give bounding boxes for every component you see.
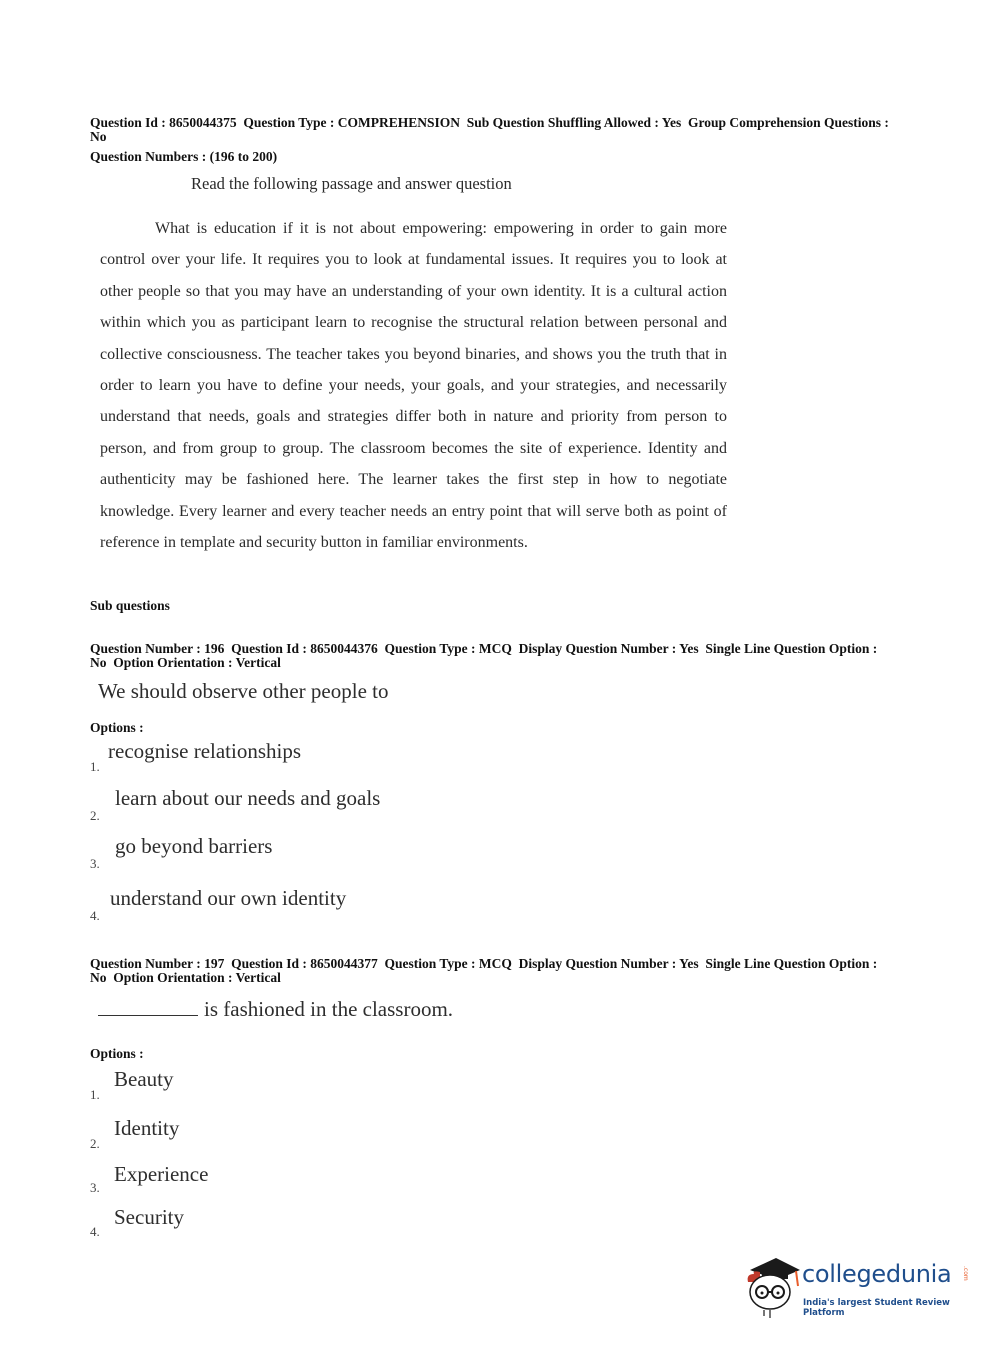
option-number: 2.	[90, 808, 100, 823]
option-text[interactable]: understand our own identity	[110, 886, 347, 910]
option-number: 1.	[90, 759, 100, 774]
mascot-icon	[740, 1252, 802, 1318]
options-label: Options :	[90, 1046, 144, 1061]
question-text: is fashioned in the classroom.	[204, 997, 454, 1021]
logo-tagline: India's largest Student Review Platform	[803, 1298, 950, 1318]
option-text[interactable]: Identity	[114, 1116, 180, 1140]
option-number: 2.	[90, 1136, 100, 1151]
passage-intro: Read the following passage and answer question	[191, 174, 512, 193]
option-text[interactable]: go beyond barriers	[115, 834, 273, 858]
option-text[interactable]: recognise relationships	[108, 739, 302, 763]
sub-questions-label: Sub questions	[90, 598, 170, 613]
passage-text: What is education if it is not about empowering: empowering in order to gain more control over your life. It requires you to look at fundamental issues. It requires you to look at other people so that you may have an understanding of your own identity. It is a cultural action within which you as participant learn to recognise the structural relation between personal and collective consciousness. The teacher takes you beyond binaries, and shows you the truth that in order to learn you have to define your needs, your goals, and your strategies, and necessarily understand that needs, goals and strategies differ both in nature and priority from person to person, and from group to group. The classroom becomes the site of experience. Identity and authenticity may be fashioned here. The learner takes the first step in how to negotiate knowledge. Every learner and every teacher needs an entry point that will serve both as point of reference in template and security button in familiar environments.	[100, 220, 727, 552]
option-number: 3.	[90, 1180, 100, 1195]
option-number: 1.	[90, 1087, 100, 1102]
option-text[interactable]: Beauty	[114, 1067, 174, 1091]
question-text: We should observe other people to	[98, 679, 389, 703]
option-number: 3.	[90, 856, 100, 871]
question-meta: Question Number : 197 Question Id : 8650044377 Question Type : MCQ Display Question Number : Yes Single Line Question Option : No Option Orientation : Vertical	[90, 956, 881, 985]
fill-in-blank	[98, 999, 198, 1016]
options-label: Options :	[90, 720, 144, 735]
comprehension-meta: Question Id : 8650044375 Question Type : COMPREHENSION Sub Question Shuffling Allowed : Yes Group Comprehension Questions : No	[90, 115, 893, 144]
option-text[interactable]: Experience	[114, 1162, 209, 1186]
option-text[interactable]: Security	[114, 1205, 184, 1229]
logo-domain: .com	[962, 1266, 969, 1281]
collegedunia-logo	[740, 1252, 970, 1322]
option-number: 4.	[90, 908, 100, 923]
question-meta: Question Number : 196 Question Id : 8650044376 Question Type : MCQ Display Question Number : Yes Single Line Question Option : No Option Orientation : Vertical	[90, 641, 881, 670]
question-numbers: Question Numbers : (196 to 200)	[90, 149, 278, 164]
question-text-row	[98, 997, 453, 1022]
option-number: 4.	[90, 1224, 100, 1239]
logo-wordmark: collegedunia	[802, 1260, 952, 1288]
option-text[interactable]: learn about our needs and goals	[115, 786, 381, 810]
